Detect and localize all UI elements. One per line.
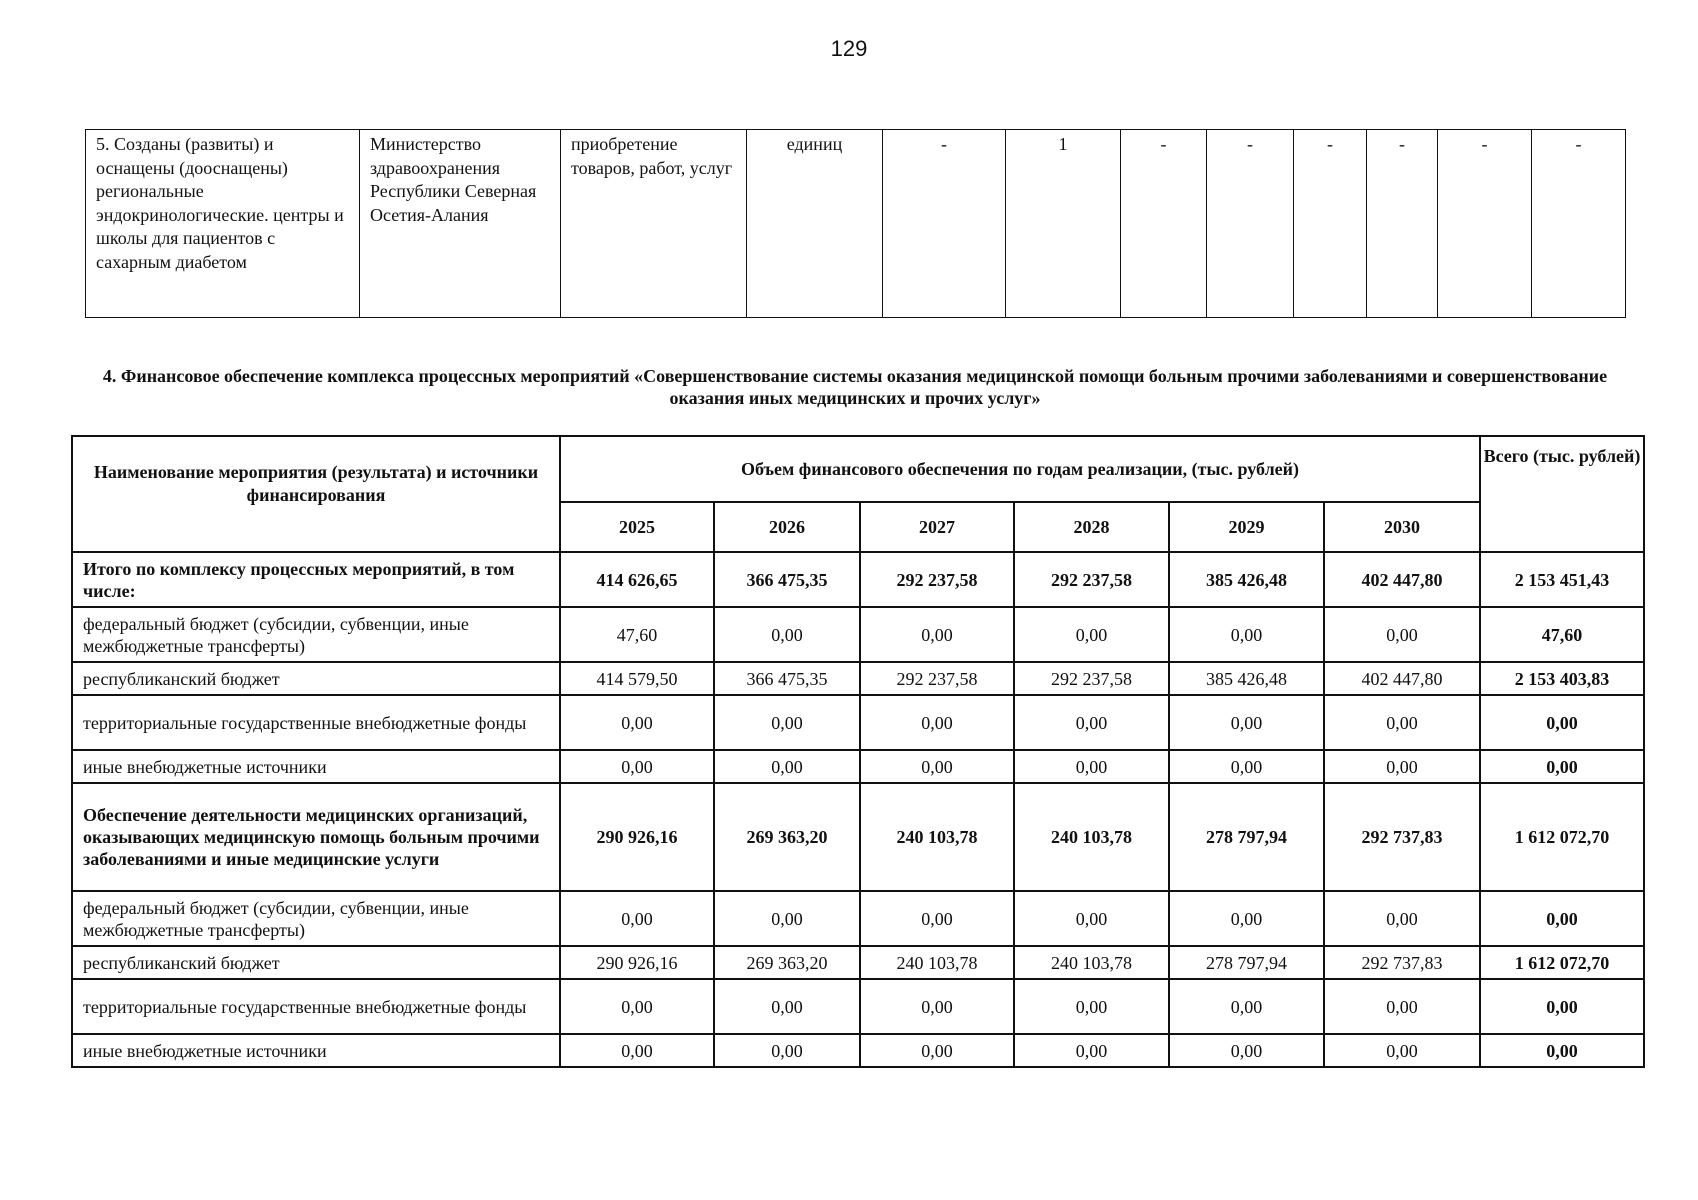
value-cell: 402 447,80 bbox=[1324, 662, 1480, 695]
value-cell: 1 bbox=[1006, 130, 1121, 318]
row-name-cell: территориальные государственные внебюджетные фонды bbox=[72, 695, 560, 750]
table-row bbox=[72, 783, 1644, 891]
table-row bbox=[72, 552, 1644, 607]
results-table bbox=[85, 129, 1626, 318]
value-cell: 0,00 bbox=[714, 695, 860, 750]
value-cell: 0,00 bbox=[1324, 695, 1480, 750]
value-cell: 0,00 bbox=[1324, 1034, 1480, 1067]
responsible-cell: Министерство здравоохранения Республики Северная Осетия-Алания bbox=[360, 130, 561, 318]
value-cell: 0,00 bbox=[714, 607, 860, 662]
value-cell: 0,00 bbox=[1014, 607, 1169, 662]
total-cell: 2 153 403,83 bbox=[1480, 662, 1644, 695]
value-cell: 0,00 bbox=[860, 891, 1014, 946]
table-row bbox=[72, 946, 1644, 979]
value-cell: 414 579,50 bbox=[560, 662, 714, 695]
value-cell: 0,00 bbox=[1324, 891, 1480, 946]
total-cell: 1 612 072,70 bbox=[1480, 783, 1644, 891]
value-cell: 0,00 bbox=[560, 1034, 714, 1067]
value-cell: - bbox=[1367, 130, 1438, 318]
value-cell: 0,00 bbox=[560, 979, 714, 1034]
value-cell: 292 737,83 bbox=[1324, 946, 1480, 979]
type-cell: приобретение товаров, работ, услуг bbox=[561, 130, 747, 318]
value-cell: 0,00 bbox=[1169, 750, 1324, 783]
year-header: 2027 bbox=[860, 502, 1014, 552]
value-cell: 290 926,16 bbox=[560, 946, 714, 979]
row-name-cell: республиканский бюджет bbox=[72, 946, 560, 979]
value-cell: 0,00 bbox=[1169, 1034, 1324, 1067]
table-row bbox=[72, 750, 1644, 783]
value-cell: 240 103,78 bbox=[860, 783, 1014, 891]
value-cell: 0,00 bbox=[714, 979, 860, 1034]
table-row bbox=[72, 891, 1644, 946]
unit-cell: единиц bbox=[747, 130, 883, 318]
value-cell: 240 103,78 bbox=[860, 946, 1014, 979]
value-cell: 278 797,94 bbox=[1169, 946, 1324, 979]
value-cell: 0,00 bbox=[714, 1034, 860, 1067]
value-cell: - bbox=[883, 130, 1006, 318]
value-cell: 0,00 bbox=[860, 979, 1014, 1034]
value-cell: 366 475,35 bbox=[714, 552, 860, 607]
value-cell: - bbox=[1207, 130, 1294, 318]
table-row bbox=[86, 130, 1626, 318]
finance-table bbox=[71, 435, 1645, 1068]
value-cell: 0,00 bbox=[860, 1034, 1014, 1067]
value-cell: 0,00 bbox=[1324, 979, 1480, 1034]
value-cell: 385 426,48 bbox=[1169, 552, 1324, 607]
total-cell: 0,00 bbox=[1480, 1034, 1644, 1067]
value-cell: 292 237,58 bbox=[1014, 552, 1169, 607]
value-cell: - bbox=[1532, 130, 1626, 318]
value-cell: 402 447,80 bbox=[1324, 552, 1480, 607]
value-cell: 278 797,94 bbox=[1169, 783, 1324, 891]
value-cell: 0,00 bbox=[714, 891, 860, 946]
value-cell: 414 626,65 bbox=[560, 552, 714, 607]
value-cell: 366 475,35 bbox=[714, 662, 860, 695]
value-cell: - bbox=[1121, 130, 1207, 318]
value-cell: 269 363,20 bbox=[714, 783, 860, 891]
total-cell: 0,00 bbox=[1480, 891, 1644, 946]
row-name-cell: Обеспечение деятельности медицинских организаций, оказывающих медицинскую помощь больным прочими заболеваниями и иные медицинские услуги bbox=[72, 783, 560, 891]
header-volume: Объем финансового обеспечения по годам реализации, (тыс. рублей) bbox=[560, 436, 1480, 502]
value-cell: 385 426,48 bbox=[1169, 662, 1324, 695]
row-name-cell: Итого по комплексу процессных мероприятий, в том числе: bbox=[72, 552, 560, 607]
value-cell: 47,60 bbox=[560, 607, 714, 662]
value-cell: - bbox=[1294, 130, 1367, 318]
value-cell: 0,00 bbox=[1324, 750, 1480, 783]
row-name-cell: федеральный бюджет (субсидии, субвенции, иные межбюджетные трансферты) bbox=[72, 607, 560, 662]
total-cell: 0,00 bbox=[1480, 695, 1644, 750]
table-row bbox=[72, 662, 1644, 695]
total-cell: 2 153 451,43 bbox=[1480, 552, 1644, 607]
row-name-cell: иные внебюджетные источники bbox=[72, 1034, 560, 1067]
value-cell: 240 103,78 bbox=[1014, 783, 1169, 891]
value-cell: 0,00 bbox=[860, 695, 1014, 750]
value-cell: 0,00 bbox=[1014, 1034, 1169, 1067]
value-cell: 292 237,58 bbox=[1014, 662, 1169, 695]
value-cell: 0,00 bbox=[860, 750, 1014, 783]
value-cell: 269 363,20 bbox=[714, 946, 860, 979]
value-cell: - bbox=[1438, 130, 1532, 318]
value-cell: 0,00 bbox=[1169, 891, 1324, 946]
table-row bbox=[72, 695, 1644, 750]
value-cell: 290 926,16 bbox=[560, 783, 714, 891]
table-row bbox=[72, 979, 1644, 1034]
value-cell: 0,00 bbox=[1014, 979, 1169, 1034]
value-cell: 0,00 bbox=[714, 750, 860, 783]
value-cell: 292 737,83 bbox=[1324, 783, 1480, 891]
value-cell: 0,00 bbox=[1014, 891, 1169, 946]
section-heading: 4. Финансовое обеспечение комплекса процессных мероприятий «Совершенствование системы оказания медицинской помощи больным прочими заболеваниями и совершенствование оказания иных медицинских и прочих услуг» bbox=[102, 366, 1608, 408]
total-cell: 0,00 bbox=[1480, 750, 1644, 783]
year-header: 2028 bbox=[1014, 502, 1169, 552]
row-name-cell: территориальные государственные внебюджетные фонды bbox=[72, 979, 560, 1034]
year-header: 2025 bbox=[560, 502, 714, 552]
value-cell: 0,00 bbox=[1324, 607, 1480, 662]
year-header: 2029 bbox=[1169, 502, 1324, 552]
value-cell: 240 103,78 bbox=[1014, 946, 1169, 979]
total-cell: 1 612 072,70 bbox=[1480, 946, 1644, 979]
result-name-cell: 5. Созданы (развиты) и оснащены (дооснащены) региональные эндокринологические. центры и школы для пациентов с сахарным диабетом bbox=[86, 130, 360, 318]
row-name-cell: республиканский бюджет bbox=[72, 662, 560, 695]
header-total: Всего (тыс. рублей) bbox=[1480, 436, 1644, 552]
total-cell: 47,60 bbox=[1480, 607, 1644, 662]
value-cell: 0,00 bbox=[1014, 695, 1169, 750]
value-cell: 0,00 bbox=[560, 750, 714, 783]
total-cell: 0,00 bbox=[1480, 979, 1644, 1034]
value-cell: 0,00 bbox=[860, 607, 1014, 662]
row-name-cell: федеральный бюджет (субсидии, субвенции, иные межбюджетные трансферты) bbox=[72, 891, 560, 946]
year-header: 2026 bbox=[714, 502, 860, 552]
row-name-cell: иные внебюджетные источники bbox=[72, 750, 560, 783]
value-cell: 0,00 bbox=[560, 695, 714, 750]
header-name: Наименование мероприятия (результата) и источники финансирования bbox=[72, 436, 560, 552]
table-row bbox=[72, 607, 1644, 662]
year-header: 2030 bbox=[1324, 502, 1480, 552]
value-cell: 292 237,58 bbox=[860, 552, 1014, 607]
value-cell: 0,00 bbox=[1014, 750, 1169, 783]
table-row bbox=[72, 1034, 1644, 1067]
value-cell: 0,00 bbox=[1169, 979, 1324, 1034]
value-cell: 292 237,58 bbox=[860, 662, 1014, 695]
value-cell: 0,00 bbox=[1169, 695, 1324, 750]
value-cell: 0,00 bbox=[1169, 607, 1324, 662]
page-number: 129 bbox=[830, 36, 868, 61]
value-cell: 0,00 bbox=[560, 891, 714, 946]
